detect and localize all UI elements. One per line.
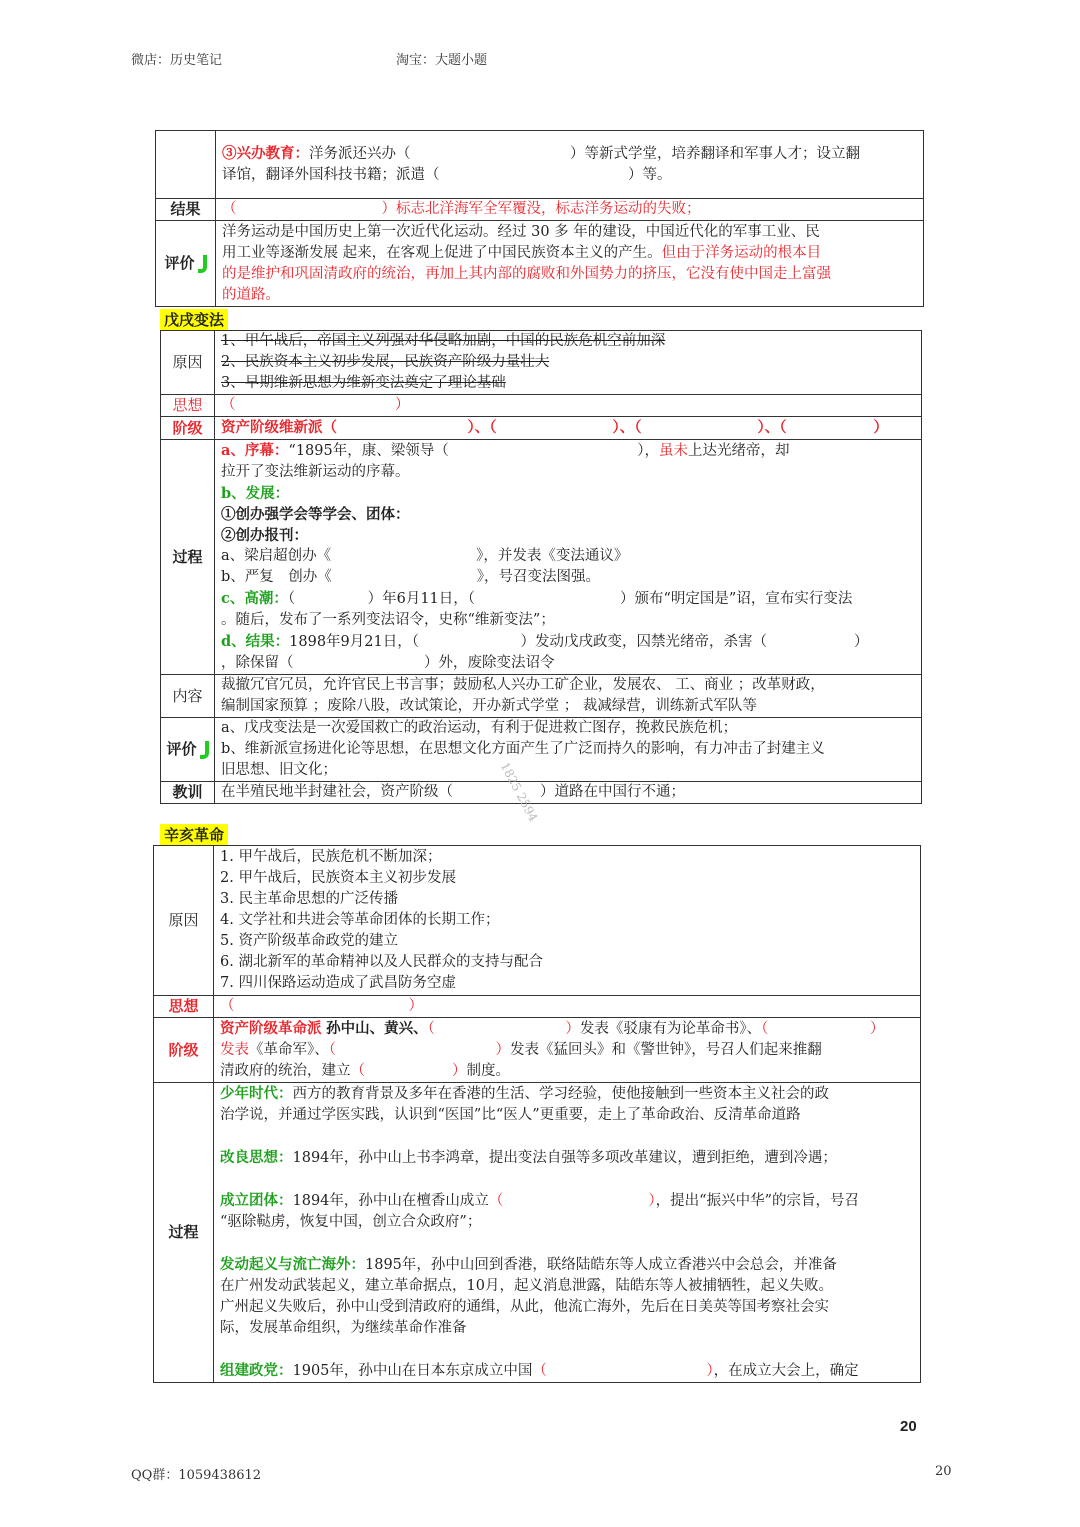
check-mark-icon <box>198 255 207 273</box>
wuxu-pd-text: 1898年9月21日，（ ）发动戊戌政变，囚禁光绪帝，杀害（ ） <box>289 634 869 650</box>
xinhai-title: 辛亥革命 <box>160 824 228 846</box>
wuxu-title: 戊戌变法 <box>160 309 228 331</box>
group-text: 1894年，孙中山在檀香山成立 <box>292 1193 489 1209</box>
yangwu-eval-line4: 的道路。 <box>222 286 280 303</box>
edu-line2: 译馆，翻译外国科技书籍；派遣（ ）等。 <box>222 167 672 183</box>
wuxu-cause2: 2、民族资本主义初步发展，民族资产阶级力量壮大 <box>221 354 550 370</box>
xinhai-cause-7: 7. 四川保路运动造成了武昌防务空虚 <box>220 975 456 991</box>
wuxu-cause1: 1、甲午战后，帝国主义列强对华侵略加剧，中国的民族危机空前加深 <box>221 333 666 349</box>
xinhai-class-blk4: 《革命军》、 <box>249 1042 329 1058</box>
xinhai-class-red3: （ ） <box>761 1021 885 1037</box>
result-text: （ ）标志北洋海军全军覆没，标志洋务运动的失败； <box>222 201 701 217</box>
wuxu-eval1: a、戊戌变法是一次爱国救亡的政治运动，有利于促进救亡图存，挽救民族危机； <box>221 720 738 736</box>
wuxu-cause3: 3、早期维新思想为维新变法奠定了理论基础 <box>221 375 506 391</box>
revolt-label: 发动起义与流亡海外： <box>220 1256 365 1273</box>
revolt1: 1895年，孙中山回到香港，联络陆皓东等人成立香港兴中会总会，并准备 <box>365 1257 837 1273</box>
xinhai-class-blk6: 清政府的统治，建立 <box>220 1063 351 1079</box>
check-mark-icon <box>200 741 209 759</box>
xinhai-class-blk2: 发表《驳康有为论革命书》、 <box>579 1021 762 1037</box>
xinhai-cause-2: 2. 甲午战后，民族资本主义初步发展 <box>220 870 456 886</box>
page-number-bottom: 20 <box>935 1464 952 1479</box>
revolt4: 际，发展革命组织，为继续革命作准备 <box>220 1320 467 1336</box>
party-red: （ ） <box>532 1363 714 1379</box>
wuxu-pb3: a、梁启超创办《 》，并发表《变法通议》 <box>221 548 629 564</box>
group-red: （ ） <box>488 1193 656 1209</box>
wuxu-pd-label: d、结果： <box>221 633 290 650</box>
xinhai-cause-6: 6. 湖北新军的革命精神以及人民群众的支持与配合 <box>220 954 543 970</box>
wuxu-content1: 裁撤冗官冗员，允许官民上书言事；鼓励私人兴办工矿企业，发展农、 工、商业 ；改革财政， <box>221 677 825 693</box>
wuxu-pb-label: b、发展： <box>221 485 290 502</box>
xinhai-cause-4: 4. 文学社和共进会等革命团体的长期工作； <box>220 912 500 928</box>
wuxu-eval3: 旧思想、旧文化； <box>221 762 337 778</box>
revolt3: 广州起义失败后，孙中山受到清政府的通缉，从此，他流亡海外，先后在日美英等国考察社会实 <box>220 1299 829 1315</box>
xinhai-class-blk5: 发表《猛回头》和《警世钟》，号召人们起来推翻 <box>510 1042 822 1058</box>
edu-label: ③兴办教育： <box>222 145 309 162</box>
xinhai-class-red4: 发表 <box>220 1042 249 1058</box>
youth1: 西方的教育背景及多年在香港的生活、学习经验，使他接触到一些资本主义社会的政 <box>292 1086 829 1102</box>
xinhai-class-red1: 资产阶级革命派 <box>220 1020 322 1037</box>
footer-qq: QQ群：1059438612 <box>131 1468 262 1483</box>
xinhai-table <box>153 845 921 1383</box>
wuxu-thought-label: 思想 <box>161 395 215 417</box>
wuxu-pa2: 拉开了变法维新运动的序幕。 <box>221 464 410 480</box>
wuxu-eval-label-cell <box>161 718 215 782</box>
yangwu-eval-label-cell <box>156 221 216 307</box>
wuxu-content2: 编制国家预算 ；废除八股，改试策论，开办新式学堂 ； 裁减绿营，训练新式军队等 <box>221 698 757 714</box>
wuxu-pa-tail: 上达光绪帝，却 <box>687 443 790 459</box>
wuxu-lesson-label: 教训 <box>161 782 215 804</box>
yangwu-eval-line1: 洋务运动是中国历史上第一次近代化运动。经过 30 多 年的建设，中国近代化的军事工业、民 <box>222 223 820 240</box>
xinhai-class-label: 阶级 <box>154 1018 214 1083</box>
yangwu-table <box>155 130 924 307</box>
wuxu-pb2: ②创办报刊： <box>221 527 308 544</box>
wuxu-class-label: 阶级 <box>161 417 215 440</box>
watermark: 1825 2594 <box>497 760 541 824</box>
youth2: 治学说，并通过学医实践，认识到“医国”比“医人”更重要，走上了革命政治、反清革命道路 <box>220 1107 801 1123</box>
party-tail: ，在成立大会上，确定 <box>713 1363 859 1379</box>
header-left: 微店：历史笔记 <box>131 53 223 68</box>
page-number-top: 20 <box>900 1418 917 1435</box>
wuxu-table <box>160 330 922 804</box>
wuxu-thought-text: （ ） <box>221 397 410 413</box>
wuxu-pc-text: （ ）年6月11日，（ ）颁布“明定国是”诏，宣布实行变法 <box>287 591 853 607</box>
wuxu-eval-label: 评价 <box>166 740 197 758</box>
yangwu-eval-label: 评价 <box>164 254 195 272</box>
xinhai-class-blk1: 孙中山、黄兴、 <box>326 1020 428 1037</box>
wuxu-pb4: b、严复 创办《 》，号召变法图强。 <box>221 569 601 585</box>
wuxu-pa-red: 虽未 <box>658 443 688 459</box>
reform-text: 1894年，孙中山上书李鸿章，提出变法自强等多项改革建议，遭到拒绝，遭到冷遇； <box>292 1150 837 1166</box>
result-label: 结果 <box>156 199 216 221</box>
xinhai-class-red5: （ ） <box>328 1042 510 1058</box>
wuxu-pb1: ①创办强学会等学会、团体： <box>221 506 410 523</box>
xinhai-cause-5: 5. 资产阶级革命政党的建立 <box>220 933 398 949</box>
group-label: 成立团体： <box>220 1192 293 1209</box>
revolt2: 在广州发动武装起义，建立革命据点，10月，起义消息泄露，陆皓东等人被捕牺牲，起义失败。 <box>220 1278 833 1294</box>
group-tail: ，提出“振兴中华”的宗旨，号召 <box>655 1193 859 1209</box>
xinhai-class-blk7: 制度。 <box>466 1063 510 1079</box>
wuxu-eval2: b、维新派宣扬进化论等思想，在思想文化方面产生了广泛而持久的影响，有力冲击了封建主义 <box>221 741 825 757</box>
party-label: 组建政党： <box>220 1362 293 1379</box>
xinhai-class-red6: （ ） <box>350 1063 467 1079</box>
wuxu-cause-label: 原因 <box>161 331 215 395</box>
edu-line1: 洋务派还兴办（ ）等新式学堂，培养翻译和军事人才；设立翻 <box>309 146 860 162</box>
wuxu-lesson-text: 在半殖民地半封建社会，资产阶级（ ）道路在中国行不通； <box>221 784 685 800</box>
youth-label: 少年时代： <box>220 1085 293 1102</box>
yangwu-eval-line2-red: 但由于洋务运动的根本目 <box>661 244 822 261</box>
xinhai-process-label: 过程 <box>154 1083 214 1383</box>
xinhai-thought-label: 思想 <box>154 996 214 1018</box>
edu-cell <box>216 131 924 199</box>
xinhai-thought-text: （ ） <box>220 998 423 1014</box>
header-center: 淘宝：大题小题 <box>396 53 488 68</box>
wuxu-pc2: 。随后，发布了一系列变法诏令，史称“维新变法”； <box>221 612 555 628</box>
xinhai-class-red2: （ ） <box>427 1021 580 1037</box>
wuxu-content-label: 内容 <box>161 675 215 718</box>
wuxu-class-text: 资产阶级维新派（ ）、（ ）、（ ）、（ ） <box>221 419 888 436</box>
xinhai-cause-label: 原因 <box>154 846 214 996</box>
edu-label-cell <box>156 131 216 199</box>
yangwu-eval-line2-black: 用工业等逐渐发展 起来，在客观上促进了中国民族资本主义的产生。 <box>222 244 662 261</box>
reform-label: 改良思想： <box>220 1149 293 1166</box>
wuxu-process-label: 过程 <box>161 440 215 675</box>
party-text: 1905年，孙中山在日本东京成立中国 <box>292 1363 533 1379</box>
yangwu-eval-line3: 的是维护和巩固清政府的统治，再加上其内部的腐败和外国势力的挤压，它没有使中国走上富强 <box>222 265 831 282</box>
wuxu-pa-label: a、序幕： <box>221 442 289 459</box>
wuxu-pc-label: c、高潮： <box>221 590 288 607</box>
wuxu-pd2: ，除保留（ ）外，废除变法诏令 <box>221 655 555 671</box>
wuxu-pa-text: “1895年，康、梁领导（ ）， <box>288 443 659 459</box>
xinhai-cause-1: 1. 甲午战后，民族危机不断加深； <box>220 849 442 865</box>
group2: “驱除鞑虏，恢复中国，创立合众政府”； <box>220 1214 482 1230</box>
xinhai-cause-3: 3. 民主革命思想的广泛传播 <box>220 891 398 907</box>
